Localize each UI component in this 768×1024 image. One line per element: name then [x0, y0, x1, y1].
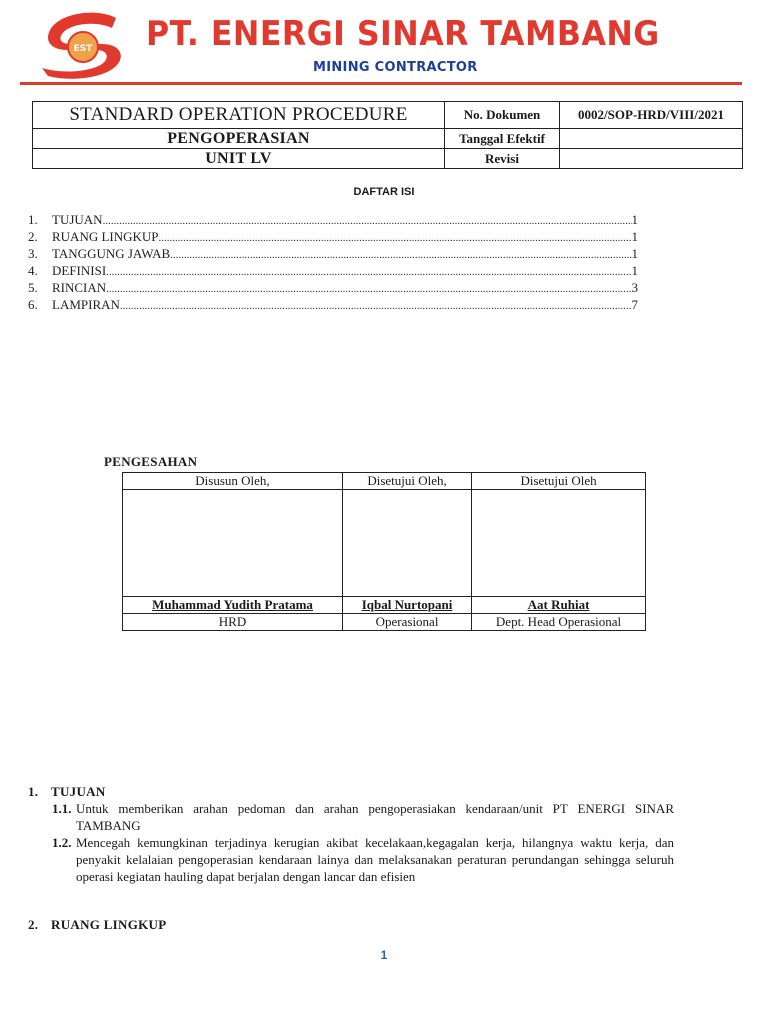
- section-number: 1.: [28, 784, 39, 799]
- approval-role: Disusun Oleh,: [123, 473, 343, 490]
- approval-department: Operasional: [342, 614, 471, 631]
- section-heading-ruang-lingkup: [28, 917, 167, 933]
- toc-item[interactable]: [28, 280, 638, 297]
- toc-item-number: 1.: [28, 212, 38, 227]
- toc-item-label: DEFINISI: [52, 263, 107, 278]
- toc-item-number: 2.: [28, 229, 38, 244]
- approval-name: Aat Ruhiat: [472, 597, 646, 614]
- signature-box-approved-head: [472, 490, 646, 597]
- field-value-revision: [560, 149, 743, 169]
- item-text: Mencegah kemungkinan terjadinya kerugian akibat kecelakaan,kegagalan kerja, hilangnya waktu kerja, dan penyakit kelalaian pengoperasian kendaraan lainya dan melaksanakan peraturan perundangan sehingga seluruh operasi kegiatan hauling dapat berjalan dengan lancar dan efisien: [76, 835, 674, 884]
- approval-table: [122, 472, 646, 631]
- section-title: TUJUAN: [51, 784, 106, 799]
- toc-item[interactable]: [28, 297, 638, 314]
- section-item: [52, 800, 674, 834]
- toc-item-page: 7: [631, 297, 638, 312]
- approval-heading: PENGESAHAN: [104, 454, 198, 469]
- field-label-revision: Revisi: [445, 149, 560, 169]
- company-logo: [38, 10, 128, 80]
- toc-item-label: RINCIAN: [52, 280, 107, 295]
- approval-role: Disetujui Oleh: [472, 473, 646, 490]
- field-label-doc-number: No. Dokumen: [445, 102, 560, 129]
- toc-item-label: RUANG LINGKUP: [52, 229, 159, 244]
- toc-item-page: 1: [631, 229, 638, 244]
- field-label-effective-date: Tanggal Efektif: [445, 129, 560, 149]
- page-number: 1: [380, 948, 388, 962]
- sop-subtitle-operation: PENGOPERASIAN: [33, 129, 445, 149]
- company-name: PT. ENERGI SINAR TAMBANG: [146, 14, 660, 54]
- section-item: [52, 834, 674, 885]
- toc-item-page: 1: [631, 263, 638, 278]
- toc-leader-dots: [170, 249, 631, 261]
- toc-item[interactable]: [28, 246, 638, 263]
- logo-text: EST: [73, 44, 93, 54]
- item-number: 1.1.: [52, 801, 72, 816]
- toc-item-page: 1: [631, 212, 638, 227]
- toc-leader-dots: [103, 215, 632, 227]
- toc-item[interactable]: [28, 263, 638, 280]
- table-of-contents: [28, 212, 638, 314]
- section-title: RUANG LINGKUP: [51, 917, 167, 932]
- toc-leader-dots: [120, 300, 632, 312]
- field-value-doc-number: 0002/SOP-HRD/VIII/2021: [560, 102, 743, 129]
- toc-item-label: TUJUAN: [52, 212, 103, 227]
- toc-item[interactable]: [28, 229, 638, 246]
- toc-leader-dots: [106, 266, 631, 278]
- toc-item-label: LAMPIRAN: [52, 297, 120, 312]
- header-divider: [20, 82, 742, 85]
- toc-item-page: 1: [631, 246, 638, 261]
- sop-subtitle-unit: UNIT LV: [33, 149, 445, 169]
- toc-item-number: 3.: [28, 246, 38, 261]
- approval-name: Muhammad Yudith Pratama: [123, 597, 343, 614]
- section-number: 2.: [28, 917, 39, 932]
- sop-title: STANDARD OPERATION PROCEDURE: [33, 102, 445, 129]
- toc-item-number: 6.: [28, 297, 38, 312]
- toc-item-number: 5.: [28, 280, 38, 295]
- document-info-table: [32, 101, 743, 169]
- signature-box-prepared: [123, 490, 343, 597]
- toc-leader-dots: [106, 283, 631, 295]
- approval-department: Dept. Head Operasional: [472, 614, 646, 631]
- company-subtitle: MINING CONTRACTOR: [313, 60, 478, 75]
- approval-name: Iqbal Nurtopani: [342, 597, 471, 614]
- approval-role: Disetujui Oleh,: [342, 473, 471, 490]
- signature-box-approved: [342, 490, 471, 597]
- toc-item-label: TANGGUNG JAWAB: [52, 246, 171, 261]
- toc-item[interactable]: [28, 212, 638, 229]
- toc-item-number: 4.: [28, 263, 38, 278]
- item-number: 1.2.: [52, 835, 72, 850]
- toc-title: DAFTAR ISI: [353, 186, 415, 198]
- section-heading-tujuan: [28, 784, 106, 800]
- toc-item-page: 3: [631, 280, 638, 295]
- item-text: Untuk memberikan arahan pedoman dan arahan pengoperasiakan kendaraan/unit PT ENERGI SINAR TAMBANG: [76, 801, 674, 833]
- field-value-effective-date: [560, 129, 743, 149]
- toc-leader-dots: [159, 232, 632, 244]
- approval-department: HRD: [123, 614, 343, 631]
